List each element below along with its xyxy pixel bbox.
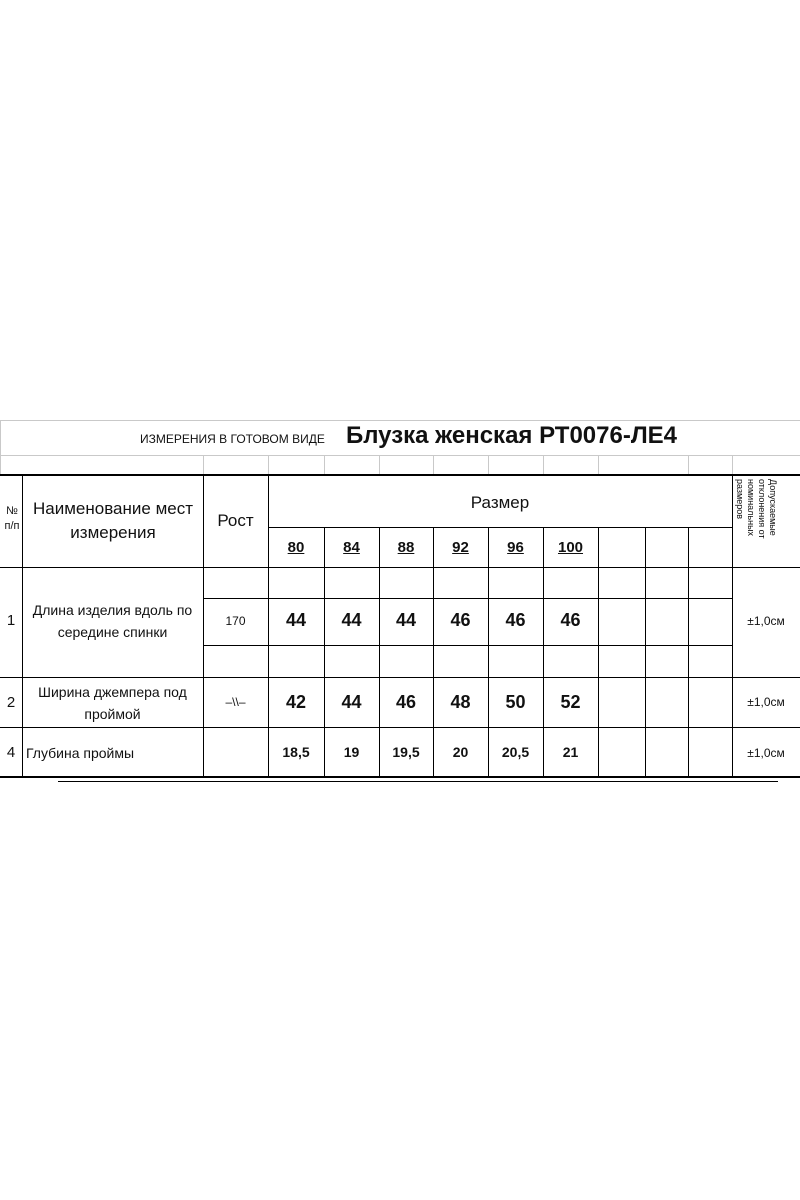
gridline bbox=[203, 455, 204, 475]
gridline bbox=[488, 455, 489, 475]
gridline bbox=[543, 455, 544, 475]
table-border-top bbox=[0, 474, 800, 476]
gridline bbox=[379, 455, 380, 475]
gridline bbox=[0, 455, 800, 456]
value-cell: 42 bbox=[285, 692, 307, 712]
row1-separator bbox=[0, 677, 800, 678]
value-cell: 44 bbox=[395, 610, 417, 630]
row-height: 170 bbox=[225, 614, 246, 628]
gridline bbox=[598, 455, 599, 475]
row-name-line1: Глубина проймы bbox=[26, 745, 135, 761]
value-cell: 20,5 bbox=[501, 744, 530, 760]
tolerance-cell: ±1,0см bbox=[747, 746, 785, 760]
tolerance-cell: ±1,0см bbox=[747, 695, 785, 709]
value-cell: 44 bbox=[285, 610, 307, 630]
header-separator bbox=[0, 567, 800, 568]
col-line bbox=[324, 527, 325, 777]
size-header: 88 bbox=[397, 539, 415, 556]
value-cell: 46 bbox=[505, 610, 526, 630]
gridline bbox=[433, 455, 434, 475]
table-border-bottom bbox=[0, 776, 800, 778]
value-cell: 46 bbox=[560, 610, 581, 630]
row-name-line2: проймой bbox=[84, 706, 141, 722]
col-line bbox=[598, 527, 599, 777]
col-header-height: Рост bbox=[217, 511, 254, 530]
tolerance-cell: ±1,0см bbox=[747, 614, 785, 628]
value-cell: 52 bbox=[560, 692, 581, 712]
value-cell: 19 bbox=[343, 744, 360, 760]
col-line bbox=[433, 527, 434, 777]
row-number: 4 bbox=[6, 744, 16, 761]
value-cell: 20 bbox=[452, 744, 469, 760]
value-cell: 18,5 bbox=[282, 744, 310, 760]
size-header: 100 bbox=[557, 539, 584, 556]
col-line bbox=[379, 527, 380, 777]
col-line bbox=[543, 527, 544, 777]
size-header: 92 bbox=[452, 539, 469, 556]
value-cell: 50 bbox=[505, 692, 526, 712]
col-line bbox=[688, 527, 689, 777]
col-header-size: Размер bbox=[470, 493, 530, 512]
row1-inner-line bbox=[203, 645, 732, 646]
value-cell: 19,5 bbox=[392, 744, 420, 760]
sheet-caption: ИЗМЕРЕНИЯ В ГОТОВОМ ВИДЕ bbox=[140, 432, 325, 446]
row-height: –\\– bbox=[225, 695, 246, 709]
value-cell: 44 bbox=[341, 610, 362, 630]
row-number: 1 bbox=[6, 612, 16, 629]
row1-inner-line bbox=[203, 598, 732, 599]
product-title: Блузка женская РТ0076-ЛЕ4 bbox=[346, 422, 678, 449]
gridline bbox=[0, 420, 1, 475]
col-header-tolerance: Допускаемые отклонения от номинальных размеров bbox=[735, 479, 778, 539]
value-cell: 48 bbox=[450, 692, 471, 712]
gridline bbox=[688, 455, 689, 475]
size-header: 80 bbox=[287, 539, 305, 556]
size-header-separator bbox=[268, 527, 732, 528]
value-cell: 46 bbox=[395, 692, 417, 712]
value-cell: 21 bbox=[562, 744, 579, 760]
value-cell: 46 bbox=[450, 610, 471, 630]
row-name-line1: Ширина джемпера под bbox=[38, 684, 187, 700]
value-cell: 44 bbox=[341, 692, 362, 712]
col-line bbox=[645, 527, 646, 777]
col-header-name: Наименование мест измерения bbox=[33, 499, 193, 542]
bottom-shadow bbox=[58, 781, 778, 782]
gridline bbox=[0, 420, 800, 421]
size-header: 96 bbox=[507, 539, 524, 556]
row-name-line1: Длина изделия вдоль по bbox=[32, 602, 193, 618]
gridline bbox=[324, 455, 325, 475]
col-line bbox=[488, 527, 489, 777]
col-header-num: № п/п bbox=[4, 505, 20, 532]
size-header: 84 bbox=[343, 539, 360, 556]
row-number: 2 bbox=[6, 694, 16, 711]
row-name-line2: середине спинки bbox=[57, 624, 168, 640]
gridline bbox=[732, 455, 733, 475]
gridline bbox=[268, 455, 269, 475]
row2-separator bbox=[0, 727, 800, 728]
